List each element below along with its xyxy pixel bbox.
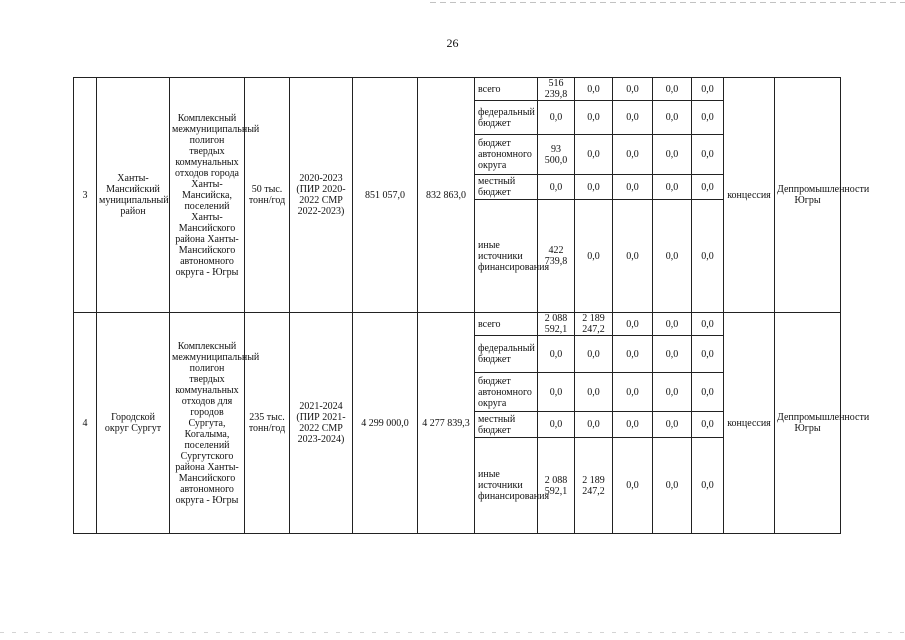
row-number: 3 [74,78,97,313]
value-cell: 0,0 [692,336,724,373]
source-label: федеральный бюджет [475,101,538,135]
value-cell: 0,0 [575,200,613,313]
value-cell: 0,0 [538,412,575,438]
mechanism-cell: концессия [724,313,775,534]
value-cell: 0,0 [692,78,724,101]
value-cell: 0,0 [613,135,653,175]
value-cell: 422 739,8 [538,200,575,313]
value-cell: 0,0 [692,175,724,200]
value-cell: 0,0 [613,412,653,438]
scan-artifact-bottom [0,632,905,633]
value-cell: 0,0 [538,175,575,200]
value-cell: 2 189 247,2 [575,313,613,336]
source-label: всего [475,313,538,336]
value-cell: 0,0 [653,135,692,175]
source-label: федеральный бюджет [475,336,538,373]
value-cell: 93 500,0 [538,135,575,175]
investment-table [73,77,870,534]
object-cell: Комплексный межмуниципальный полигон твердых коммунальных отходов города Ханты-Мансийска, поселений Ханты-Мансийского района Ханты-Мансийского автономного округа - Югры [170,78,245,313]
source-label: бюджет автономного округа [475,373,538,412]
value-cell: 0,0 [692,438,724,534]
source-label: всего [475,78,538,101]
value-cell: 0,0 [575,373,613,412]
table-row [74,78,841,101]
value-cell: 0,0 [692,412,724,438]
value-cell: 0,0 [653,78,692,101]
source-label: местный бюджет [475,175,538,200]
row-number: 4 [74,313,97,534]
capacity-cell: 50 тыс. тонн/год [245,78,290,313]
district-cell: Ханты-Мансийский муниципальный район [97,78,170,313]
value-cell: 0,0 [613,200,653,313]
scan-artifact-top [430,2,905,3]
remaining-cost-cell: 4 277 839,3 [418,313,475,534]
value-cell: 0,0 [613,336,653,373]
responsible-cell: Деппромышленности Югры [775,313,841,534]
source-label: иные источники финансирования [475,200,538,313]
value-cell: 0,0 [653,438,692,534]
value-cell: 0,0 [692,200,724,313]
value-cell: 2 088 592,1 [538,438,575,534]
responsible-cell: Деппромышленности Югры [775,78,841,313]
value-cell: 0,0 [653,200,692,313]
object-cell: Комплексный межмуниципальный полигон твердых коммунальных отходов для городов Сургута, Когалыма, поселений Сургутского района Ханты-Мансийского автономного округа - Югры [170,313,245,534]
value-cell: 0,0 [653,101,692,135]
value-cell: 2 189 247,2 [575,438,613,534]
value-cell: 0,0 [538,373,575,412]
value-cell: 0,0 [575,175,613,200]
value-cell: 0,0 [613,438,653,534]
value-cell: 0,0 [692,313,724,336]
source-label: иные источники финансирования [475,438,538,534]
source-label: местный бюджет [475,412,538,438]
remaining-cost-cell: 832 863,0 [418,78,475,313]
district-cell: Городской округ Сургут [97,313,170,534]
value-cell: 0,0 [613,175,653,200]
value-cell: 0,0 [653,313,692,336]
value-cell: 0,0 [613,101,653,135]
value-cell: 0,0 [613,373,653,412]
value-cell: 0,0 [653,412,692,438]
value-cell: 0,0 [575,336,613,373]
value-cell: 0,0 [653,373,692,412]
value-cell: 0,0 [692,373,724,412]
value-cell: 0,0 [538,336,575,373]
total-cost-cell: 4 299 000,0 [353,313,418,534]
value-cell: 516 239,8 [538,78,575,101]
capacity-cell: 235 тыс. тонн/год [245,313,290,534]
period-cell: 2020-2023 (ПИР 2020-2022 СМР 2022-2023) [290,78,353,313]
source-label: бюджет автономного округа [475,135,538,175]
page-number: 26 [446,36,459,50]
value-cell: 0,0 [653,175,692,200]
value-cell: 0,0 [613,313,653,336]
value-cell: 0,0 [613,78,653,101]
total-cost-cell: 851 057,0 [353,78,418,313]
value-cell: 0,0 [575,135,613,175]
value-cell: 0,0 [575,412,613,438]
mechanism-cell: концессия [724,78,775,313]
value-cell: 0,0 [692,135,724,175]
table-row [74,313,841,336]
value-cell: 0,0 [575,78,613,101]
value-cell: 0,0 [575,101,613,135]
value-cell: 0,0 [653,336,692,373]
value-cell: 0,0 [538,101,575,135]
value-cell: 2 088 592,1 [538,313,575,336]
period-cell: 2021-2024 (ПИР 2021-2022 СМР 2023-2024) [290,313,353,534]
value-cell: 0,0 [692,101,724,135]
